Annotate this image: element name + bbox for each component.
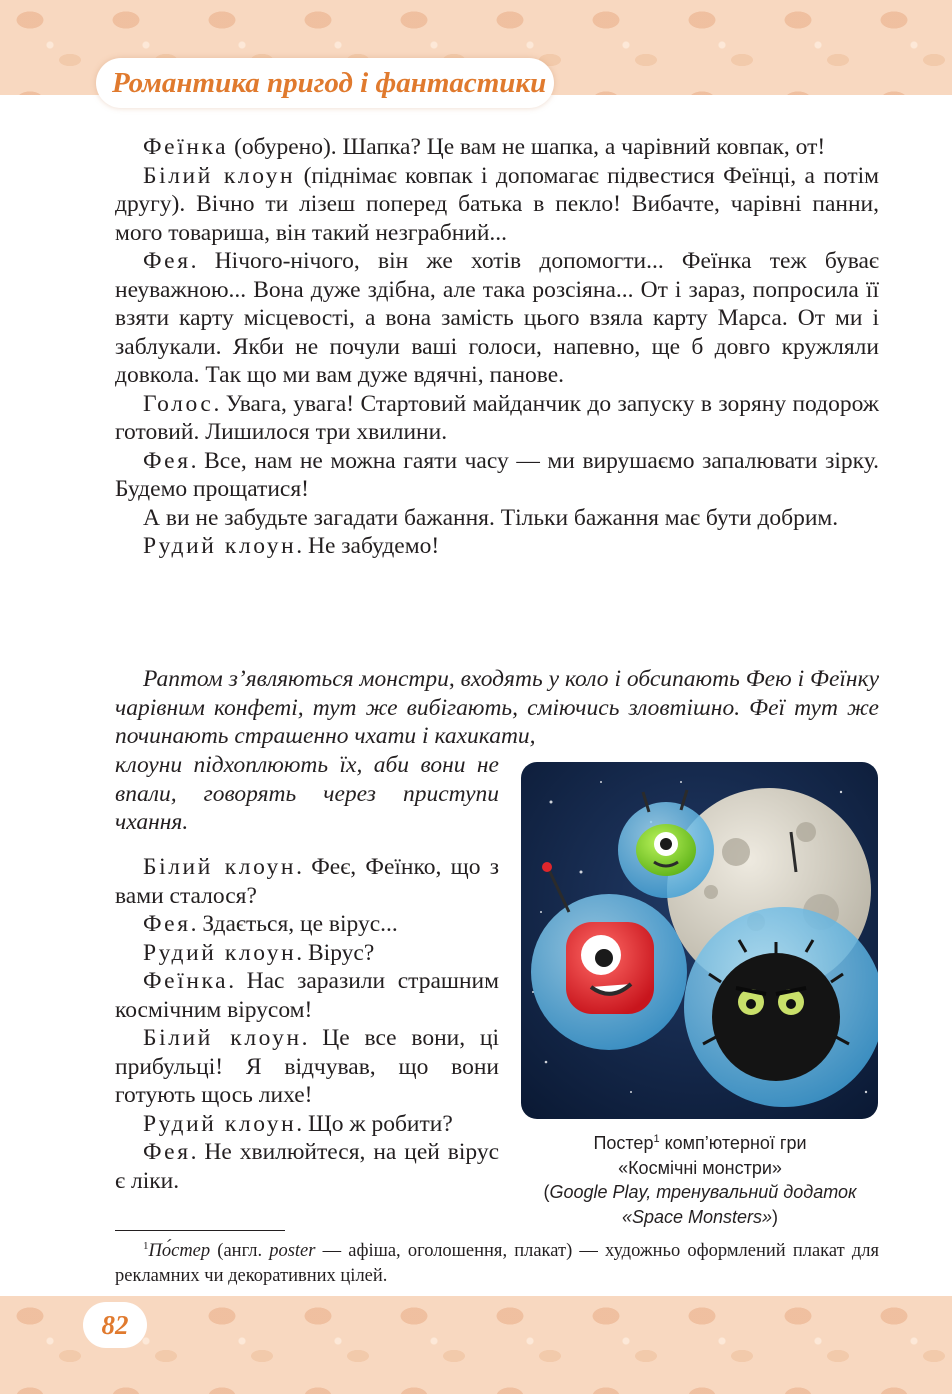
footnote xyxy=(115,1234,879,1289)
caption-text: ( xyxy=(543,1182,550,1202)
line-text: (піднімає ковпак і допомагає підвестися Феїнці, а потім другу). Вічно ти лізеш поперед батька в пекло! Вибачте, чарівні панни, мого товариша, він такий незграбний... xyxy=(115,162,880,246)
footnote-mark: 1 xyxy=(653,1133,660,1145)
caption-line xyxy=(514,1127,886,1156)
line-text: (обурено). Шапка? Це вам не шапка, а чарівний ковпак, от! xyxy=(228,134,826,160)
footnote-body: (англ. xyxy=(210,1241,270,1262)
page-number: 82 xyxy=(101,1310,129,1340)
caption-line xyxy=(514,1180,886,1229)
speaker-name: Білий клоун xyxy=(143,162,296,189)
poster-illustration xyxy=(521,762,878,1119)
footnote-body: — афіша, оголошення, плакат) — художньо оформлений плакат для рекламних чи декоративних цілей. xyxy=(115,1241,879,1287)
speaker-name: Голос xyxy=(143,390,214,417)
speaker-name: Фея xyxy=(143,248,191,274)
footnote-term-en: poster xyxy=(269,1241,316,1262)
dialogue-line xyxy=(115,967,499,1024)
speaker-name: Білий клоун xyxy=(143,854,297,880)
dialogue-bottom xyxy=(115,853,499,1195)
section-title: Романтика пригод і фантастики xyxy=(112,67,547,99)
space-monsters-poster xyxy=(521,762,878,1119)
dialogue-line xyxy=(115,1024,499,1110)
caption-text: комп’ютерної гри xyxy=(659,1133,807,1153)
dialogue-line xyxy=(115,1138,499,1195)
line-text: . Що ж робити? xyxy=(296,1110,453,1137)
speaker-name: Рудий клоун xyxy=(143,533,297,559)
stage-direction-text: клоуни підхоплюють їх, аби вони не впали, говорять через приступи чхання. xyxy=(115,752,499,835)
line-text: . Все, нам не можна гаяти часу — ми вирушаємо запалювати зірку. Будемо прощатися! xyxy=(115,447,879,502)
caption-text: Постер xyxy=(593,1133,654,1153)
line-text: . Не забудемо! xyxy=(296,533,440,559)
line-text: . Це все вони, ці прибульці! Я відчував, що вони готують щось лихе! xyxy=(115,1025,500,1108)
dialogue-top xyxy=(115,133,879,561)
line-text: А ви не забудьте загадати бажання. Тільки бажання має бути добрим. xyxy=(143,504,839,531)
dialogue-line xyxy=(115,504,879,533)
caption-source: Google Play, тренувальний додаток «Space Monsters» xyxy=(549,1182,857,1227)
line-text: . Здається, це вірус... xyxy=(190,911,398,937)
dialogue-line xyxy=(115,447,879,504)
caption-line: «Космічні монстри» xyxy=(618,1157,782,1178)
dialogue-line xyxy=(115,532,879,561)
dialogue-line xyxy=(115,133,879,162)
stage-direction xyxy=(115,665,879,751)
footnote-mark: 1 xyxy=(143,1240,149,1252)
dialogue-line xyxy=(115,390,879,447)
caption-text: ) xyxy=(772,1206,779,1227)
line-text: . Нас заразили страшним космічним вірусом! xyxy=(115,968,499,1023)
speaker-name: Фея xyxy=(143,911,191,937)
dialogue-line xyxy=(115,939,499,968)
speaker-name: Феїнка xyxy=(143,968,229,994)
line-text: . Вірус? xyxy=(296,939,375,966)
dialogue-line xyxy=(115,1110,499,1139)
stage-direction-text: Раптом з’являються монстри, входять у коло і обсипають Фею і Феїнку чарівним конфеті, тут же вибігають, сміючись зловтішно. Феї тут же починають страшенно чхати і кахикати, xyxy=(115,666,879,749)
footnote-text xyxy=(115,1234,879,1289)
footnote-term: По́стер xyxy=(148,1241,211,1262)
speaker-name: Фея xyxy=(143,447,191,474)
stage-direction-continued xyxy=(115,751,499,837)
dialogue-line xyxy=(115,247,879,390)
speaker-name: Фея xyxy=(143,1139,191,1165)
line-text: . Не хвилюйтеся, на цей вірус є ліки. xyxy=(115,1139,499,1194)
dialogue-line xyxy=(115,910,499,939)
dialogue-line xyxy=(115,853,499,910)
dialogue-line xyxy=(115,162,879,248)
speaker-name: Феїнка xyxy=(143,134,229,160)
speaker-name: Рудий клоун xyxy=(143,1110,297,1137)
line-text: . Нічого-нічого, він же хотів допомогти... Феїнка теж буває неуважною... Вона дуже здібна, але така розсіяна... От і зараз, попросила її взяти карту місцевості, а вона замість цього взяла карту Марса. От ми і заблукали. Якби не почули ваші голоси, напевно, ще б довго кружляли довкола. Так що ми вам дуже вдячні, панове. xyxy=(115,248,879,388)
footnote-divider xyxy=(115,1230,285,1231)
poster-caption xyxy=(514,1127,886,1229)
line-text: . Увага, увага! Стартовий майданчик до запуску в зоряну подорож готовий. Лишилося три хвилини. xyxy=(115,390,879,445)
speaker-name: Рудий клоун xyxy=(143,939,297,966)
line-text: . Феє, Феїнко, що з вами сталося? xyxy=(115,854,499,909)
speaker-name: Білий клоун xyxy=(143,1025,302,1051)
